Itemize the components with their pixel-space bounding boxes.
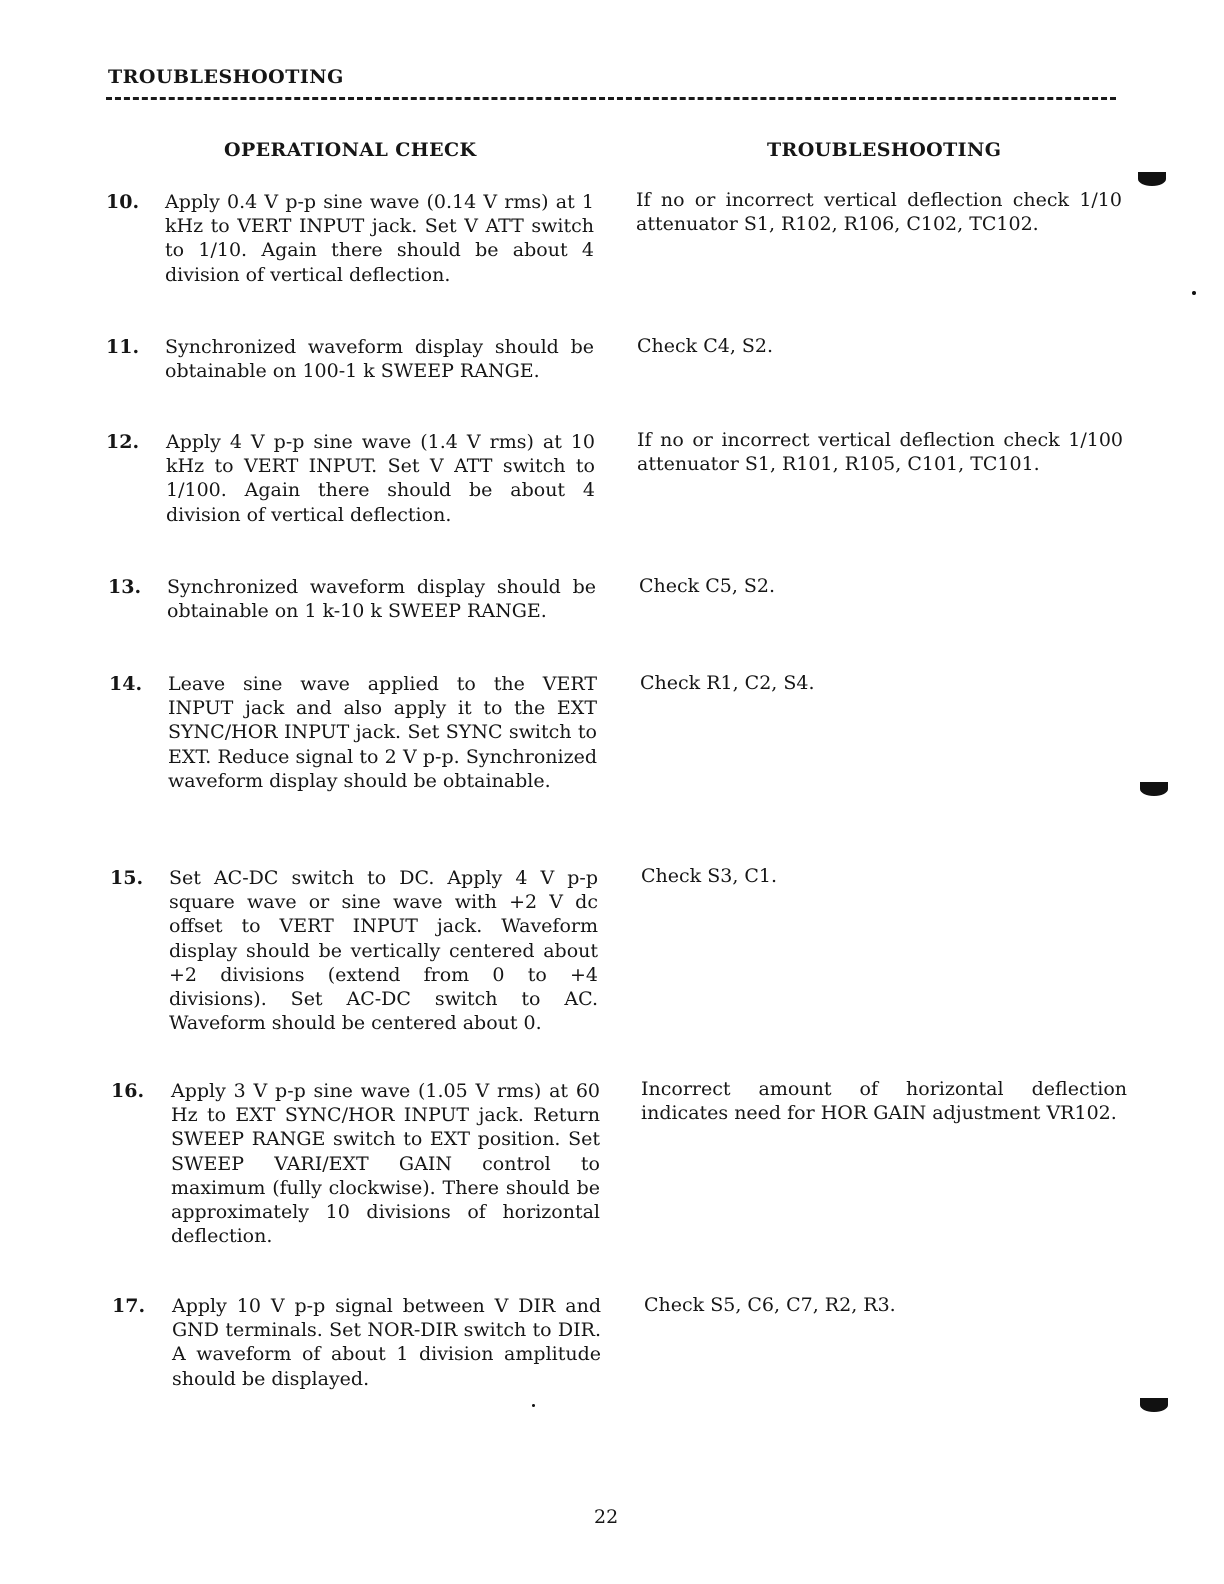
operational-check-text: Synchronized waveform display should be obtainable on 100-1 k SWEEP RANGE. — [165, 336, 594, 383]
binder-mark-icon — [1138, 172, 1166, 186]
operational-check-text: Set AC-DC switch to DC. Apply 4 V p-p square wave or sine wave with +2 V dc offset to VERT INPUT jack. Waveform display should be vertically centered about +2 divisions (extend from 0 to +4 divisions). Set AC-DC switch to AC. Waveform should be centered about 0. — [169, 867, 598, 1035]
step-number: 17. — [112, 1295, 146, 1317]
troubleshooting-text: Check S3, C1. — [641, 865, 778, 887]
step-number: 15. — [110, 867, 144, 889]
section-header: TROUBLESHOOTING — [108, 66, 344, 88]
operational-check-text: Apply 0.4 V p-p sine wave (0.14 V rms) at 1 kHz to VERT INPUT jack. Set V ATT switch to 1/10. Again there should be about 4 division of vertical deflection. — [165, 191, 594, 286]
operational-check-text: Leave sine wave applied to the VERT INPUT jack and also apply it to the EXT SYNC/HOR INPUT jack. Set SYNC switch to EXT. Reduce signal to 2 V p-p. Synchronized waveform display should be obtainable. — [168, 673, 597, 792]
speck-dot — [532, 1404, 535, 1407]
operational-check-text: Synchronized waveform display should be obtainable on 1 k-10 k SWEEP RANGE. — [167, 576, 596, 623]
step-number: 16. — [111, 1080, 145, 1102]
operational-check-text: Apply 3 V p-p sine wave (1.05 V rms) at 60 Hz to EXT SYNC/HOR INPUT jack. Return SWEEP RANGE switch to EXT position. Set SWEEP VARI/EXT GAIN control to maximum (fully clockwise). There should be approximately 10 divisions of horizontal deflection. — [171, 1080, 600, 1248]
speck-dot — [1192, 291, 1196, 295]
troubleshooting-text: If no or incorrect vertical deflection check 1/10 attenuator S1, R102, R106, C102, TC102. — [636, 189, 1122, 236]
column-heading-operational-check: OPERATIONAL CHECK — [224, 139, 477, 161]
step-number: 12. — [106, 431, 140, 453]
troubleshooting-text: Check C4, S2. — [637, 335, 774, 357]
troubleshooting-text: If no or incorrect vertical deflection check 1/100 attenuator S1, R101, R105, C101, TC101. — [637, 429, 1123, 476]
binder-mark-icon — [1140, 782, 1168, 796]
binder-mark-icon — [1140, 1398, 1168, 1412]
step-number: 14. — [109, 673, 143, 695]
page-number: 22 — [594, 1506, 619, 1528]
troubleshooting-text: Check R1, C2, S4. — [640, 672, 815, 694]
step-number: 13. — [108, 576, 142, 598]
step-number: 10. — [106, 191, 140, 213]
troubleshooting-text: Check C5, S2. — [639, 575, 776, 597]
troubleshooting-text: Check S5, C6, C7, R2, R3. — [644, 1294, 896, 1316]
step-number: 11. — [106, 336, 140, 358]
column-heading-troubleshooting: TROUBLESHOOTING — [767, 139, 1002, 161]
troubleshooting-text: Incorrect amount of horizontal deflection indicates need for HOR GAIN adjustment VR102. — [641, 1078, 1127, 1125]
operational-check-text: Apply 4 V p-p sine wave (1.4 V rms) at 10 kHz to VERT INPUT. Set V ATT switch to 1/100. Again there should be about 4 division of vertical deflection. — [166, 431, 595, 526]
operational-check-text: Apply 10 V p-p signal between V DIR and GND terminals. Set NOR-DIR switch to DIR. A waveform of about 1 division amplitude should be displayed. — [172, 1295, 601, 1390]
header-rule — [106, 97, 1116, 100]
